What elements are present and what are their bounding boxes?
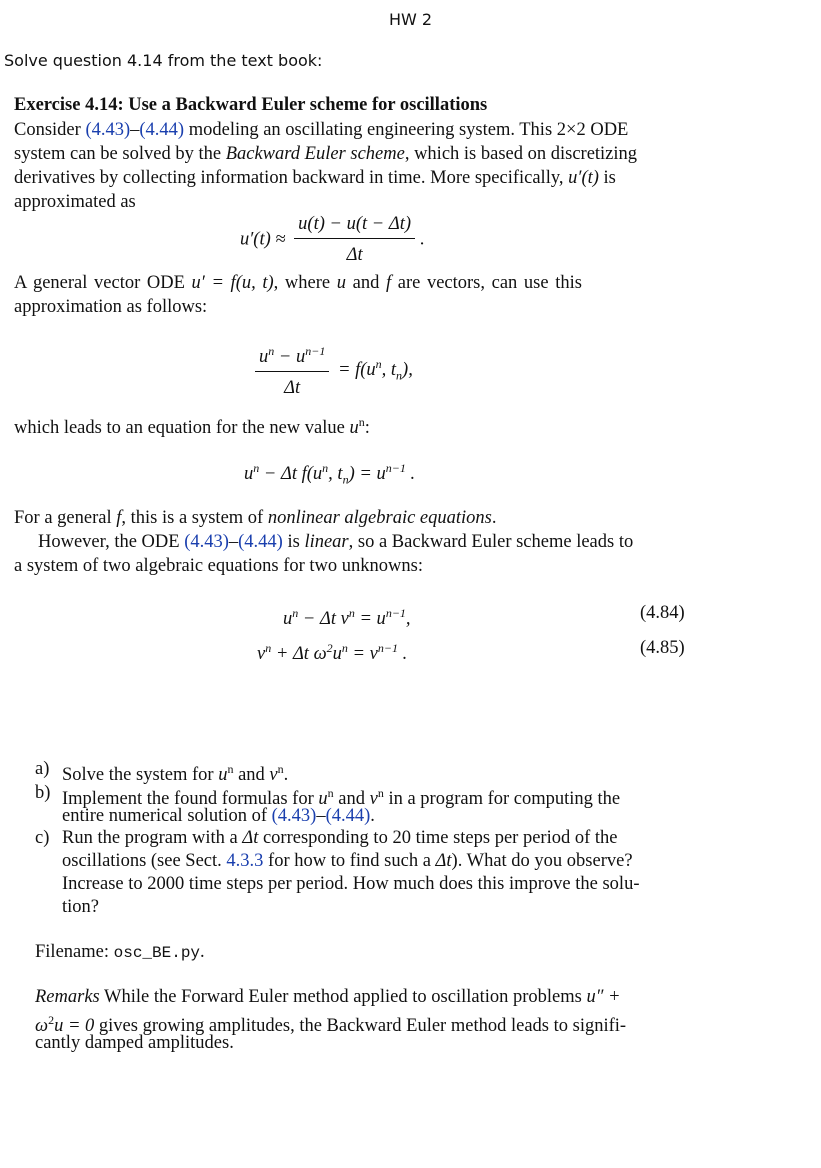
ref-4-43[interactable]: (4.43) bbox=[271, 806, 317, 826]
remarks-line3: cantly damped amplitudes. bbox=[35, 1033, 234, 1053]
p4-line2: However, the ODE (4.43)–(4.44) is linear, so a Backward Euler scheme leads to bbox=[38, 532, 634, 552]
ref-sect-4-3-3[interactable]: 4.3.3 bbox=[226, 851, 264, 871]
ref-4-44[interactable]: (4.44) bbox=[325, 806, 371, 826]
instruction-text: Solve question 4.14 from the text book: bbox=[4, 51, 323, 70]
equation-number-4-85: (4.85) bbox=[640, 638, 685, 658]
page-header: HW 2 bbox=[388, 10, 433, 29]
ref-4-44[interactable]: (4.44) bbox=[238, 532, 283, 552]
remarks-line1: Remarks While the Forward Euler method applied to oscillation problems u″ + bbox=[35, 987, 621, 1007]
equation-new-value: $u^n - \Delta t$ $f(u^n$, $t_n) = u^{n-1}$ . bbox=[244, 461, 416, 487]
p2-line2: approximation as follows: bbox=[14, 297, 208, 317]
exercise-title: Exercise 4.14: Use a Backward Euler scheme for oscillations bbox=[14, 95, 488, 115]
ref-4-44[interactable]: (4.44) bbox=[139, 120, 185, 140]
equation-4-85: $v^n + \Delta t$ $\omega^2u^n = v^{n-1}$ . bbox=[257, 641, 408, 665]
p1-line2: system can be solved by the Backward Euler scheme, which is based on discretizing bbox=[14, 144, 638, 164]
p1-line3: derivatives by collecting information backward in time. More specifically, u′(t) is bbox=[14, 168, 616, 188]
equation-backward-euler: $\frac{u^n - u^{n-1}}{\Delta t}$ = $f(u^n$, $t_n$), bbox=[255, 339, 413, 400]
filename-value: osc_BE.py bbox=[113, 944, 201, 962]
p1-line1: Consider (4.43)–(4.44) modeling an oscillating engineering system. This 2×2 ODE bbox=[14, 120, 629, 140]
p1-line4: approximated as bbox=[14, 192, 136, 212]
p3-line: which leads to an equation for the new value $u^n$: bbox=[14, 415, 370, 439]
equation-number-4-84: (4.84) bbox=[640, 603, 685, 623]
equation-derivative: u′(t) ≈ $\frac{u(t) - u(t - \Delta t)}{\Delta t}$ . bbox=[240, 214, 425, 265]
ref-4-43[interactable]: (4.43) bbox=[184, 532, 229, 552]
p4-line3: a system of two algebraic equations for two unknowns: bbox=[14, 556, 423, 576]
p4-line1: For a general f, this is a system of nonlinear algebraic equations. bbox=[14, 508, 497, 528]
remarks-line2: $\omega^2u = 0$ gives growing amplitudes, the Backward Euler method leads to signifi- bbox=[35, 1013, 627, 1037]
filename-line: Filename: osc_BE.py. bbox=[35, 942, 205, 962]
ref-4-43[interactable]: (4.43) bbox=[85, 120, 131, 140]
equation-4-84: $u^n - \Delta t$ $v^n = u^{n-1}$, bbox=[283, 606, 411, 630]
p2-line1: A general vector ODE u′ = f(u, t), where u and f are vectors, can use this bbox=[14, 273, 582, 293]
